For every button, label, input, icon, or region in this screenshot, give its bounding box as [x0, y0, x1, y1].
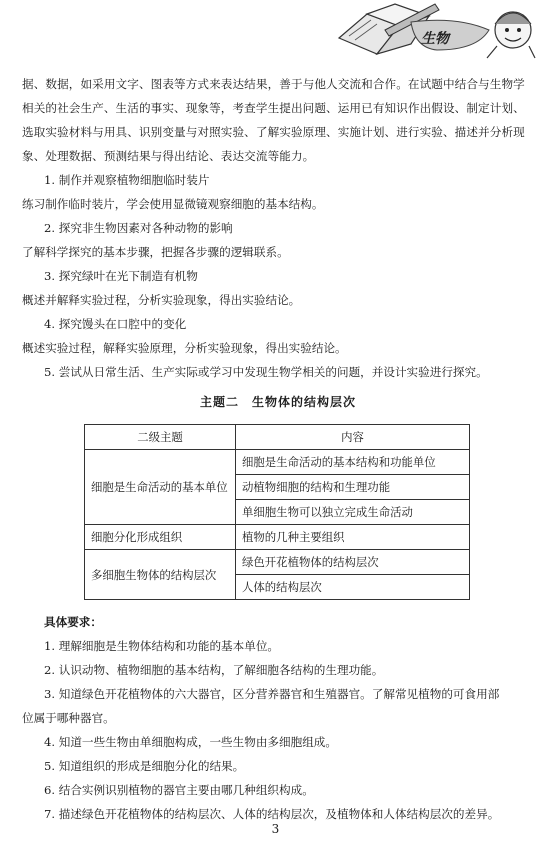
- header-decoration: [337, 0, 537, 62]
- table-topic-cell: 细胞是生命活动的基本单位: [85, 450, 236, 525]
- table-row: [85, 450, 470, 475]
- table-content-cell: 人体的结构层次: [236, 575, 470, 600]
- table-content-cell: 单细胞生物可以独立完成生命活动: [236, 500, 470, 525]
- table-topic-cell: 多细胞生物体的结构层次: [85, 550, 236, 600]
- intro-line: 相关的社会生产、生活的事实、现象等，考查学生提出问题、运用已有知识作出假设、制定计划、: [22, 101, 525, 115]
- subject-tag: 生物: [421, 31, 449, 47]
- requirement-item: 5. 知道组织的形成是细胞分化的结果。: [44, 759, 245, 773]
- table-header-row: [85, 425, 470, 450]
- experiment-title: 1. 制作并观察植物细胞临时装片: [44, 173, 210, 187]
- table-header-cell: 二级主题: [85, 425, 236, 450]
- experiment-title: 5. 尝试从日常生活、生产实际或学习中发现生物学相关的问题，并设计实验进行探究。: [44, 365, 488, 379]
- table-row: [85, 525, 470, 550]
- table-content-cell: 绿色开花植物体的结构层次: [236, 550, 470, 575]
- experiment-title: 2. 探究非生物因素对各种动物的影响: [44, 221, 233, 235]
- requirements-heading: 具体要求：: [44, 615, 102, 629]
- experiment-desc: 概述并解释实验过程，分析实验现象，得出实验结论。: [22, 293, 301, 307]
- experiment-desc: 练习制作临时装片，学会使用显微镜观察细胞的基本结构。: [22, 197, 324, 211]
- requirement-item: 7. 描述绿色开花植物体的结构层次、人体的结构层次，及植物体和人体结构层次的差异。: [44, 807, 500, 821]
- experiment-title: 4. 探究馒头在口腔中的变化: [44, 317, 187, 331]
- page-content: [22, 72, 534, 826]
- topic-table: [84, 424, 470, 600]
- requirement-item: 2. 认识动物、植物细胞的基本结构，了解细胞各结构的生理功能。: [44, 663, 384, 677]
- requirement-item: 6. 结合实例识别植物的器官主要由哪几种组织构成。: [44, 783, 314, 797]
- table-content-cell: 植物的几种主要组织: [236, 525, 470, 550]
- intro-line: 象、处理数据、预测结果与得出结论、表达交流等能力。: [22, 149, 315, 163]
- experiment-desc: 概述实验过程，解释实验原理，分析实验现象，得出实验结论。: [22, 341, 347, 355]
- experiment-desc: 了解科学探究的基本步骤，把握各步骤的逻辑联系。: [22, 245, 289, 259]
- intro-line: 选取实验材料与用具、识别变量与对照实验、了解实验原理、实施计划、进行实验、描述并分析现: [22, 125, 525, 139]
- table-row: [85, 550, 470, 575]
- page-number: 3: [271, 822, 280, 836]
- requirement-item: 4. 知道一些生物由单细胞构成，一些生物由多细胞组成。: [44, 735, 337, 749]
- requirement-item-continued: 位属于哪种器官。: [22, 711, 115, 725]
- table-topic-cell: 细胞分化形成组织: [85, 525, 236, 550]
- requirement-item: 3. 知道绿色开花植物体的六大器官，区分营养器官和生殖器官。了解常见植物的可食用部: [44, 687, 500, 701]
- intro-line: 据、数据，如采用文字、图表等方式来表达结果，善于与他人交流和合作。在试题中结合与生物学: [22, 77, 525, 91]
- requirement-item: 1. 理解细胞是生物体结构和功能的基本单位。: [44, 639, 280, 653]
- experiment-title: 3. 探究绿叶在光下制造有机物: [44, 269, 198, 283]
- topic-heading: 主题二 生物体的结构层次: [199, 395, 356, 409]
- table-content-cell: 细胞是生命活动的基本结构和功能单位: [236, 450, 470, 475]
- table-header-cell: 内容: [236, 425, 470, 450]
- table-content-cell: 动植物细胞的结构和生理功能: [236, 475, 470, 500]
